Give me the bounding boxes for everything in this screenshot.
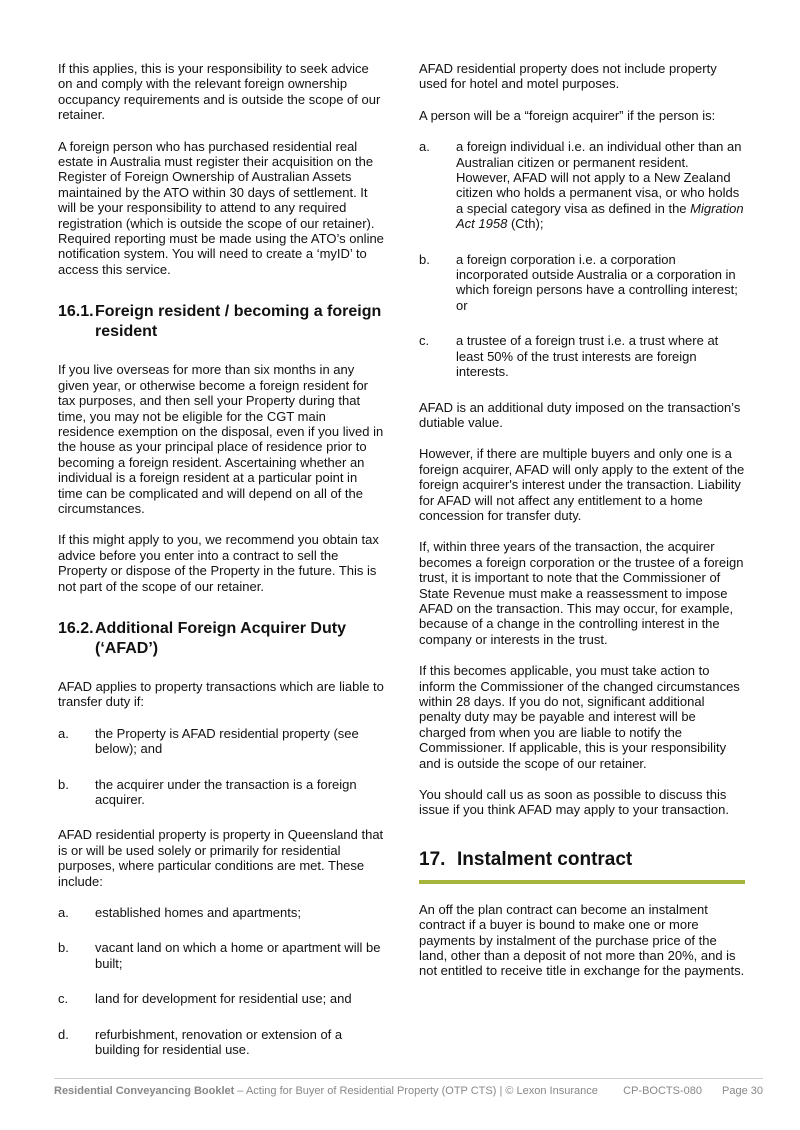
list-marker: b. (58, 776, 69, 792)
list-marker: d. (58, 1026, 69, 1042)
right-column (419, 61, 745, 995)
list-marker: c. (419, 333, 430, 349)
heading-number: 16.2. (58, 619, 94, 637)
paragraph: If you live overseas for more than six months in any given year, or otherwise become a foreign resident for tax purposes, and then sell your Property during that time, you may not be eligible for the CGT main residence exemption on the disposal, even if you lived in the house as your principal place of residence prior to becoming a foreign resident. Ascertaining whether an individual is a foreign resident at a particular point in time can be complicated and will depend on all of the circumstances. (58, 362, 384, 516)
list-item (58, 905, 384, 920)
list-marker: a. (58, 725, 69, 741)
list-marker: c. (58, 991, 69, 1007)
heading-number: 16.1. (58, 303, 94, 321)
list-marker: b. (419, 251, 430, 267)
list-marker: b. (58, 940, 69, 956)
list-item (58, 1027, 384, 1058)
paragraph: If this becomes applicable, you must take action to inform the Commissioner of the changed circumstances within 28 days. If you do not, significant additional penalty duty may be payable and interest will be charged from when you are liable to notify the Commissioner. If applicable, this is your responsibility and is outside the scope of our retainer. (419, 663, 740, 771)
list-item (58, 777, 384, 808)
paragraph: An off the plan contract can become an instalment contract if a buyer is bound to make one or more payments by instalment of the purchase price of the land, other than a deposit of not more than 20%, and is not entitled to receive title in exchange for the payments. (419, 901, 745, 979)
footer-subtitle: – Acting for Buyer of Residential Property (OTP CTS) | © Lexon Insurance (234, 1085, 598, 1097)
list-text-part: (Cth); (507, 216, 544, 232)
list-item (58, 940, 384, 971)
doc-code: CP-BOCTS-080 (623, 1085, 703, 1097)
paragraph: If this applies, this is your responsibility to seek advice on and comply with the relevant foreign ownership occupancy requirements and is outside the scope of our retainer. (58, 61, 381, 123)
list-text: the Property is AFAD residential property (see below); and (95, 725, 359, 757)
page-number: Page 30 (722, 1085, 763, 1097)
heading-17 (419, 848, 745, 884)
list-item (419, 252, 745, 314)
heading-number: 17. (419, 848, 446, 870)
list-marker: a. (58, 905, 69, 921)
list-item (58, 991, 384, 1006)
paragraph: AFAD is an additional duty imposed on the transaction’s dutiable value. (419, 399, 741, 430)
paragraph: A person will be a “foreign acquirer” if the person is: (419, 107, 716, 123)
footer-left (54, 1085, 598, 1097)
paragraph: A foreign person who has purchased residential real estate in Australia must register their acquisition on the Register of Foreign Ownership of Australian Assets maintained by the ATO within 30 days of settlement. It will be your responsibility to attend to any required registration (which is outside the scope of our retainer). Required reporting must be made using the ATO’s online notification system. You will need to create a ‘myID’ to access this service. (58, 138, 384, 277)
list-item (419, 333, 745, 379)
left-column (58, 61, 384, 1077)
list-text: land for development for residential use; and (95, 991, 352, 1007)
paragraph: AFAD residential property is property in Queensland that is or will be used solely or primarily for residential purposes, where particular conditions are met. These include: (58, 827, 384, 889)
booklet-title: Residential Conveyancing Booklet (54, 1085, 235, 1097)
list-text: a foreign corporation i.e. a corporation incorporated outside Australia or a corporation in which foreign persons have a controlling interest; or (456, 251, 738, 313)
heading-text: Foreign resident / becoming a foreign resident (95, 303, 382, 341)
paragraph: AFAD applies to property transactions which are liable to transfer duty if: (58, 678, 384, 710)
footer-right (603, 1085, 763, 1097)
paragraph: However, if there are multiple buyers and only one is a foreign acquirer, AFAD will only apply to the extent of the foreign acquirer's interest under the transaction. Liability for AFAD will not affect any entitlement to a home concession for transfer duty. (419, 446, 745, 523)
act-name: Migration Act 1958 (456, 200, 744, 232)
heading-16-1 (58, 302, 384, 342)
list-item (419, 139, 745, 231)
list-marker: a. (419, 139, 430, 155)
heading-16-2 (58, 619, 384, 659)
page-footer (54, 1078, 763, 1097)
list-text: established homes and apartments; (95, 905, 301, 921)
paragraph: If this might apply to you, we recommend you obtain tax advice before you enter into a contract to sell the Property or dispose of the Property in the future. This is not part of the scope of our retainer. (58, 532, 379, 594)
list-text (456, 139, 744, 231)
list-text: refurbishment, renovation or extension of a building for residential use. (95, 1026, 343, 1058)
paragraph: AFAD residential property does not include property used for hotel and motel purposes. (419, 61, 717, 92)
list-text: vacant land on which a home or apartment will be built; (95, 940, 381, 971)
list-text: the acquirer under the transaction is a foreign acquirer. (95, 776, 357, 807)
paragraph: You should call us as soon as possible to discuss this issue if you think AFAD may apply to your transaction. (419, 787, 729, 818)
heading-text: Instalment contract (457, 848, 633, 870)
paragraph: If, within three years of the transaction, the acquirer becomes a foreign corporation or the trustee of a foreign trust, it is important to note that the Commissioner of State Revenue must make a reassessment to impose AFAD on the transaction. This may occur, for example, because of a change in the controlling interest in the company or interests in the trust. (419, 539, 744, 647)
list-item (58, 726, 384, 757)
list-text-part: a foreign individual i.e. an individual other than an Australian citizen or permanent resident. However, AFAD will not apply to a New Zealand citizen who holds a permanent visa, or who holds a special category visa as defined in the (456, 139, 742, 216)
heading-text: Additional Foreign Acquirer Duty (‘AFAD’) (95, 619, 346, 657)
list-text: a trustee of a foreign trust i.e. a trust where at least 50% of the trust interests are foreign interests. (456, 333, 719, 380)
